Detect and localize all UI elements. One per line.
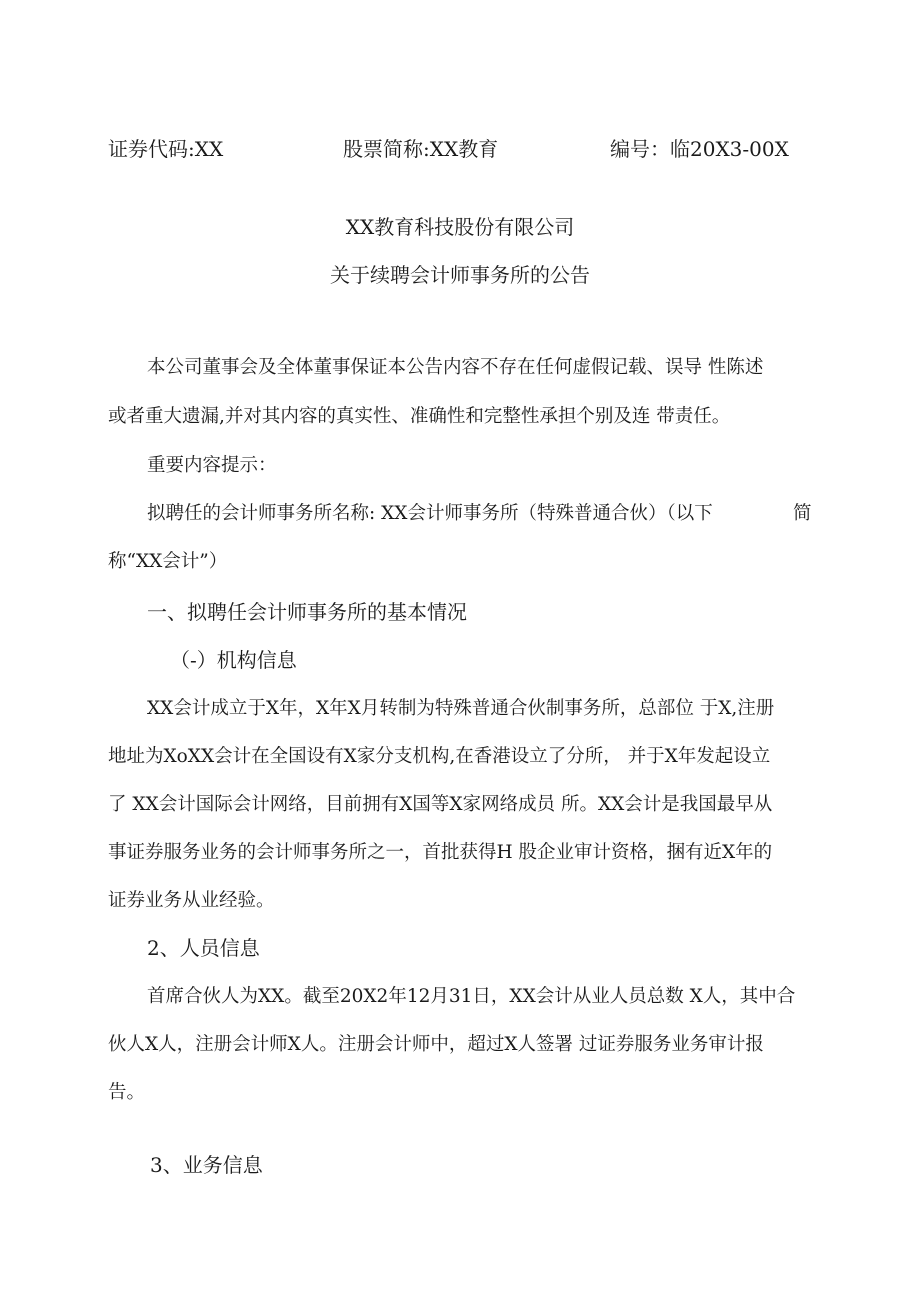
key-notes-label: 重要内容提示： [147,455,277,476]
staff-info-line-3: 告。 [108,1082,146,1103]
staff-info-line-1: 首席合伙人为XX。截至20X2年12月31日，XX会计从业人员总数 X人，其中合 [147,986,796,1007]
statement-line-2: 或者重大遗漏,并对其内容的真实性、准确性和完整性承担个别及连 带责任。 [108,406,731,427]
org-info-line-1: XX会计成立于X年，X年X月转制为特殊普通合伙制事务所，总部位 于X,注册 [147,698,775,719]
stock-short-name: 股票简称:XX教育 [343,137,499,161]
announcement-number: 编号：临20X3-00X [610,137,789,161]
staff-info-line-2: 伙人X人，注册会计师X人。注册会计师中，超过X人签署 过证券服务业务审计报 [108,1034,764,1055]
firm-name-line-1-end: 简 [793,503,812,524]
org-info-line-3: 了 XX会计国际会计网络，目前拥有X国等X家网络成员 所。XX会计是我国最早从 [108,794,773,815]
stock-code: 证券代码:XX [108,137,224,161]
section-heading-1: 一、拟聘任会计师事务所的基本情况 [147,600,467,624]
header-line [0,133,920,165]
org-info-line-2: 地址为XoXX会计在全国设有X家分支机构,在香港设立了分所， 并于X年发起设立 [108,746,771,767]
company-title: XX教育科技股份有限公司 [345,215,575,239]
firm-name-line-2: 称“XX会计”） [108,551,228,572]
subsection-business-info: 3、业务信息 [150,1153,263,1177]
org-info-line-4: 事证券服务业务的会计师事务所之一，首批获得H 股企业审计资格，捆有近X年的 [108,842,773,863]
firm-name-line-1: 拟聘任的会计师事务所名称: XX会计师事务所（特殊普通合伙）（以下 [147,503,713,524]
statement-line-1: 本公司董事会及全体董事保证本公告内容不存在任何虚假记载、误导 性陈述 [147,357,764,378]
subsection-staff-info: 2、人员信息 [147,936,260,960]
org-info-line-5: 证券业务从业经验。 [108,890,275,911]
announcement-title: 关于续聘会计师事务所的公告 [330,263,590,287]
subsection-org-info: （-）机构信息 [170,648,297,672]
